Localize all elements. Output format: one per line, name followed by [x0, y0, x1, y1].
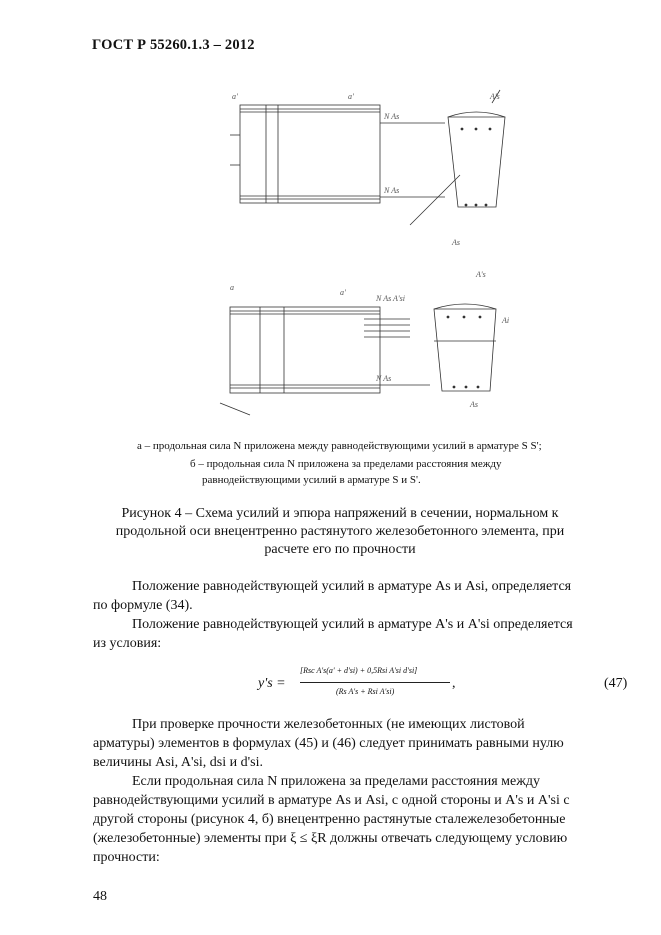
svg-text:A's: A's: [490, 92, 500, 101]
paragraph-1-line2: по формуле (34).: [93, 598, 193, 613]
paragraph-4-line1: Если продольная сила N приложена за пределами расстояния между: [132, 774, 541, 789]
svg-text:A's: A's: [476, 270, 486, 279]
caption-line1: Рисунок 4 – Схема усилий и эпюра напряжений в сечении, нормальном к: [121, 506, 559, 521]
paragraph-3-line3: величины Asi, A'si, dsi и d'si.: [93, 755, 263, 770]
diagram-b: [220, 304, 496, 415]
formula-denominator: (Rs A's + Rsi A'si): [336, 687, 395, 696]
formula-numerator: [Rsc A's(a' + d'si) + 0,5Rsi A'si d'si]: [300, 666, 418, 675]
svg-text:a': a': [348, 92, 354, 101]
paragraph-3-line1: При проверке прочности железобетонных (не имеющих листовой: [132, 717, 525, 732]
svg-text:As: As: [470, 400, 478, 409]
legend-a: а – продольная сила N приложена между равнодействующими усилий в арматуре S S';: [137, 440, 542, 452]
svg-text:a': a': [232, 92, 238, 101]
formula-number: (47): [604, 676, 628, 691]
paragraph-3-line2: арматуры) элементов в формулах (45) и (46) следует принимать равными нулю: [93, 736, 564, 751]
formula-fraction-bar: [300, 682, 450, 683]
diagram-a: [230, 90, 505, 225]
legend-b-line2: равнодействующими усилий в арматуре S и S'.: [202, 474, 421, 486]
formula-lhs: y's =: [258, 676, 286, 691]
paragraph-2-line1: Положение равнодействующей усилий в арматуре A's и A'si определяется: [132, 617, 573, 632]
caption-line2: продольной оси внецентренно растянутого железобетонного элемента, при: [115, 524, 565, 539]
figure-4-diagrams: [200, 85, 530, 425]
svg-text:Ai: Ai: [502, 316, 510, 325]
formula-comma: ,: [452, 676, 456, 691]
svg-text:As: As: [452, 238, 460, 247]
document-header: ГОСТ Р 55260.1.3 – 2012: [92, 37, 255, 53]
paragraph-2-line2: из условия:: [93, 636, 162, 651]
paragraph-4-line5: прочности:: [93, 850, 160, 865]
paragraph-1-line1: Положение равнодействующей усилий в арматуре As и Asi, определяется: [132, 579, 572, 594]
paragraph-4-line2: равнодействующими усилий в арматуре As и Asi, с одной стороны и A's и A'si с: [93, 793, 570, 808]
page-number: 48: [93, 889, 107, 904]
svg-text:a: a: [230, 283, 234, 292]
diagram-a-bars: [461, 128, 492, 207]
svg-text:N As A'si: N As A'si: [376, 294, 405, 303]
caption-line3: расчете его по прочности: [264, 542, 416, 557]
svg-text:N As: N As: [384, 186, 400, 195]
diagram-b-bars: [447, 316, 482, 389]
svg-text:a': a': [340, 288, 346, 297]
diagram-a-labels: [232, 92, 500, 247]
legend-b-line1: б – продольная сила N приложена за пределами расстояния между: [190, 458, 502, 470]
figure-caption: [100, 505, 580, 559]
svg-text:N As: N As: [376, 374, 392, 383]
paragraph-4-line3: другой стороны (рисунок 4, б) внецентренно растянутые сталежелезобетонные: [93, 812, 566, 827]
svg-text:N As: N As: [384, 112, 400, 121]
paragraph-4-line4: (железобетонные) элементы при ξ ≤ ξR должны отвечать следующему условию: [93, 831, 568, 846]
